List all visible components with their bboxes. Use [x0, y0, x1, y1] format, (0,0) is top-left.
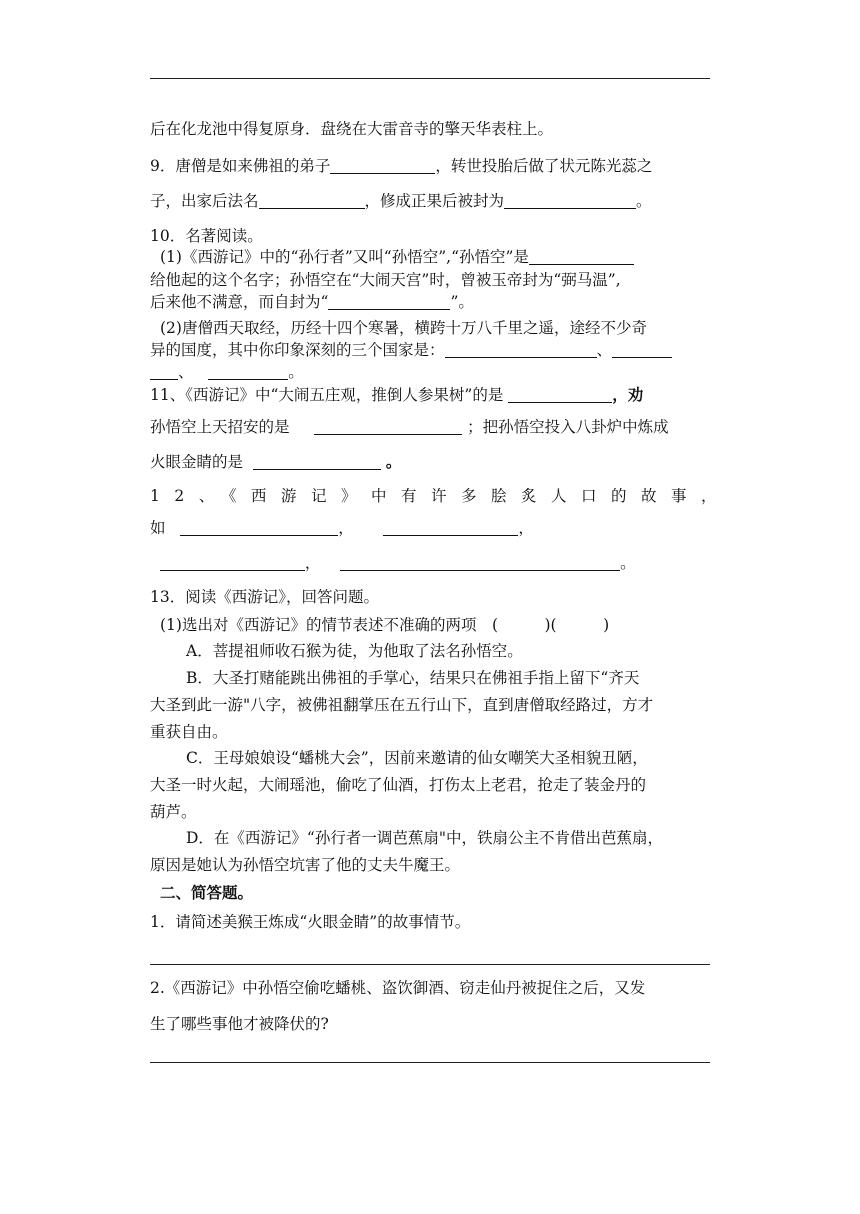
question-12: 12、《西游记》中有许多脍炙人口的故事，: [150, 487, 731, 505]
answer-blank[interactable]: [529, 249, 634, 265]
question-11-cont: [150, 452, 712, 472]
answer-line[interactable]: [150, 1062, 710, 1063]
q11-text: 。: [385, 452, 402, 471]
answer-blank[interactable]: [253, 454, 381, 470]
question-13: 13．阅读《西游记》，回答问题。: [150, 588, 379, 606]
q9-text: 子，出家后法名: [150, 192, 259, 210]
answer-blank[interactable]: [504, 193, 636, 209]
answer-blank[interactable]: [340, 555, 620, 571]
question-10: 10．名著阅读。: [150, 227, 263, 245]
option-c-cont: 葫芦。: [150, 803, 197, 821]
answer-line[interactable]: [150, 964, 710, 965]
answer-blank[interactable]: [208, 364, 288, 380]
answer-blank[interactable]: [612, 342, 672, 358]
question-10-1-cont: 给他起的这个名字；孙悟空在“大闹天宫”时，曾被玉帝封为“弼马温”,: [150, 271, 621, 289]
question-10-1-cont: [150, 292, 712, 312]
short-question-1: 1．请简述美猴王炼成“火眼金睛”的故事情节。: [150, 913, 471, 931]
answer-blank[interactable]: [314, 419, 462, 435]
answer-blank[interactable]: [180, 520, 338, 536]
question-10-2-cont: [150, 340, 712, 360]
q10-text: 异的国度，其中你印象深刻的三个国家是：: [150, 341, 445, 359]
answer-blank[interactable]: [150, 364, 178, 380]
q11-text: 火眼金睛的是: [150, 453, 244, 471]
q11-text: ，劝: [612, 385, 644, 404]
q12-text: ，: [304, 554, 321, 572]
question-12-cont: [150, 518, 712, 538]
question-9-cont: [150, 191, 712, 211]
option-d-cont: 原因是她认为孙悟空坑害了他的丈夫牛魔王。: [150, 856, 461, 874]
answer-blank[interactable]: [328, 294, 450, 310]
q9-text: ，转世投胎后做了状元陈光蕊之: [435, 157, 653, 175]
short-question-2: 2.《西游记》中孙悟空偷吃蟠桃、盗饮御酒、窃走仙丹被捉住之后，又发: [150, 979, 646, 997]
answer-blank[interactable]: [445, 342, 597, 358]
question-13-1: (1)选出对《西游记》的情节表述不准确的两项 ( )( ): [160, 616, 610, 634]
q10-text: 、: [178, 363, 194, 381]
q9-text: ，修成正果后被封为: [364, 192, 505, 210]
q11-text: ；把孙悟空投入八卦炉中炼成: [467, 418, 669, 436]
q12-text: 。: [620, 554, 636, 572]
q10-text: (1)《西游记》中的“孙行者”又叫“孙悟空”,“孙悟空”是: [160, 248, 529, 266]
answer-blank[interactable]: [330, 158, 435, 174]
question-12-cont: [150, 553, 712, 573]
q9-text: 9．唐僧是如来佛祖的弟子: [150, 157, 331, 175]
question-11: [150, 385, 712, 405]
top-rule: [150, 78, 710, 79]
question-11-cont: [150, 417, 712, 437]
option-c: C．王母娘娘设“蟠桃大会”，因前来邀请的仙女嘲笑大圣相貌丑陋，: [186, 749, 648, 767]
question-10-1: [160, 247, 722, 267]
question-10-2-cont: [150, 362, 712, 382]
option-a: A．菩提祖师收石猴为徒，为他取了法名孙悟空。: [186, 642, 523, 660]
q11-text: 11、《西游记》中“大闹五庄观，推倒人参果树”的是: [150, 386, 504, 404]
question-10-2: (2)唐僧西天取经，历经十四个寒暑，横跨十万八千里之遥，途经不少奇: [160, 319, 647, 337]
option-b-cont: 大圣到此一游"八字，被佛祖翻掌压在五行山下，直到唐僧取经路过，方才: [150, 696, 654, 714]
q12-text: ，: [518, 519, 534, 537]
option-b-cont: 重获自由。: [150, 723, 228, 741]
short-question-2-cont: 生了哪些事他才被降伏的?: [150, 1015, 329, 1033]
section-heading: 二、简答题。: [160, 883, 254, 902]
answer-blank[interactable]: [508, 387, 612, 403]
q12-text: ，: [338, 519, 354, 537]
text-line: 后在化龙池中得复原身．盘绕在大雷音寺的擎天华表柱上。: [150, 120, 554, 138]
option-b: B．大圣打赌能跳出佛祖的手掌心，结果只在佛祖手指上留下“齐天: [186, 669, 640, 687]
q10-text: ”。: [450, 293, 474, 311]
q10-text: 、: [596, 341, 613, 359]
q9-text: 。: [636, 192, 652, 210]
option-d: D．在《西游记》“孙行者一调芭蕉扇"中，铁扇公主不肯借出芭蕉扇，: [186, 829, 663, 847]
answer-blank[interactable]: [259, 193, 365, 209]
answer-blank[interactable]: [383, 520, 518, 536]
q10-text: 后来他不满意，而自封为“: [150, 293, 329, 311]
option-c-cont: 大圣一时火起，大闹瑶池，偷吃了仙酒，打伤太上老君，抢走了装金丹的: [150, 776, 647, 794]
answer-blank[interactable]: [160, 555, 305, 571]
q10-text: 。: [288, 363, 304, 381]
question-9: [150, 156, 712, 176]
q11-text: 孙悟空上天招安的是: [150, 418, 290, 436]
q12-text: 如: [150, 519, 166, 537]
